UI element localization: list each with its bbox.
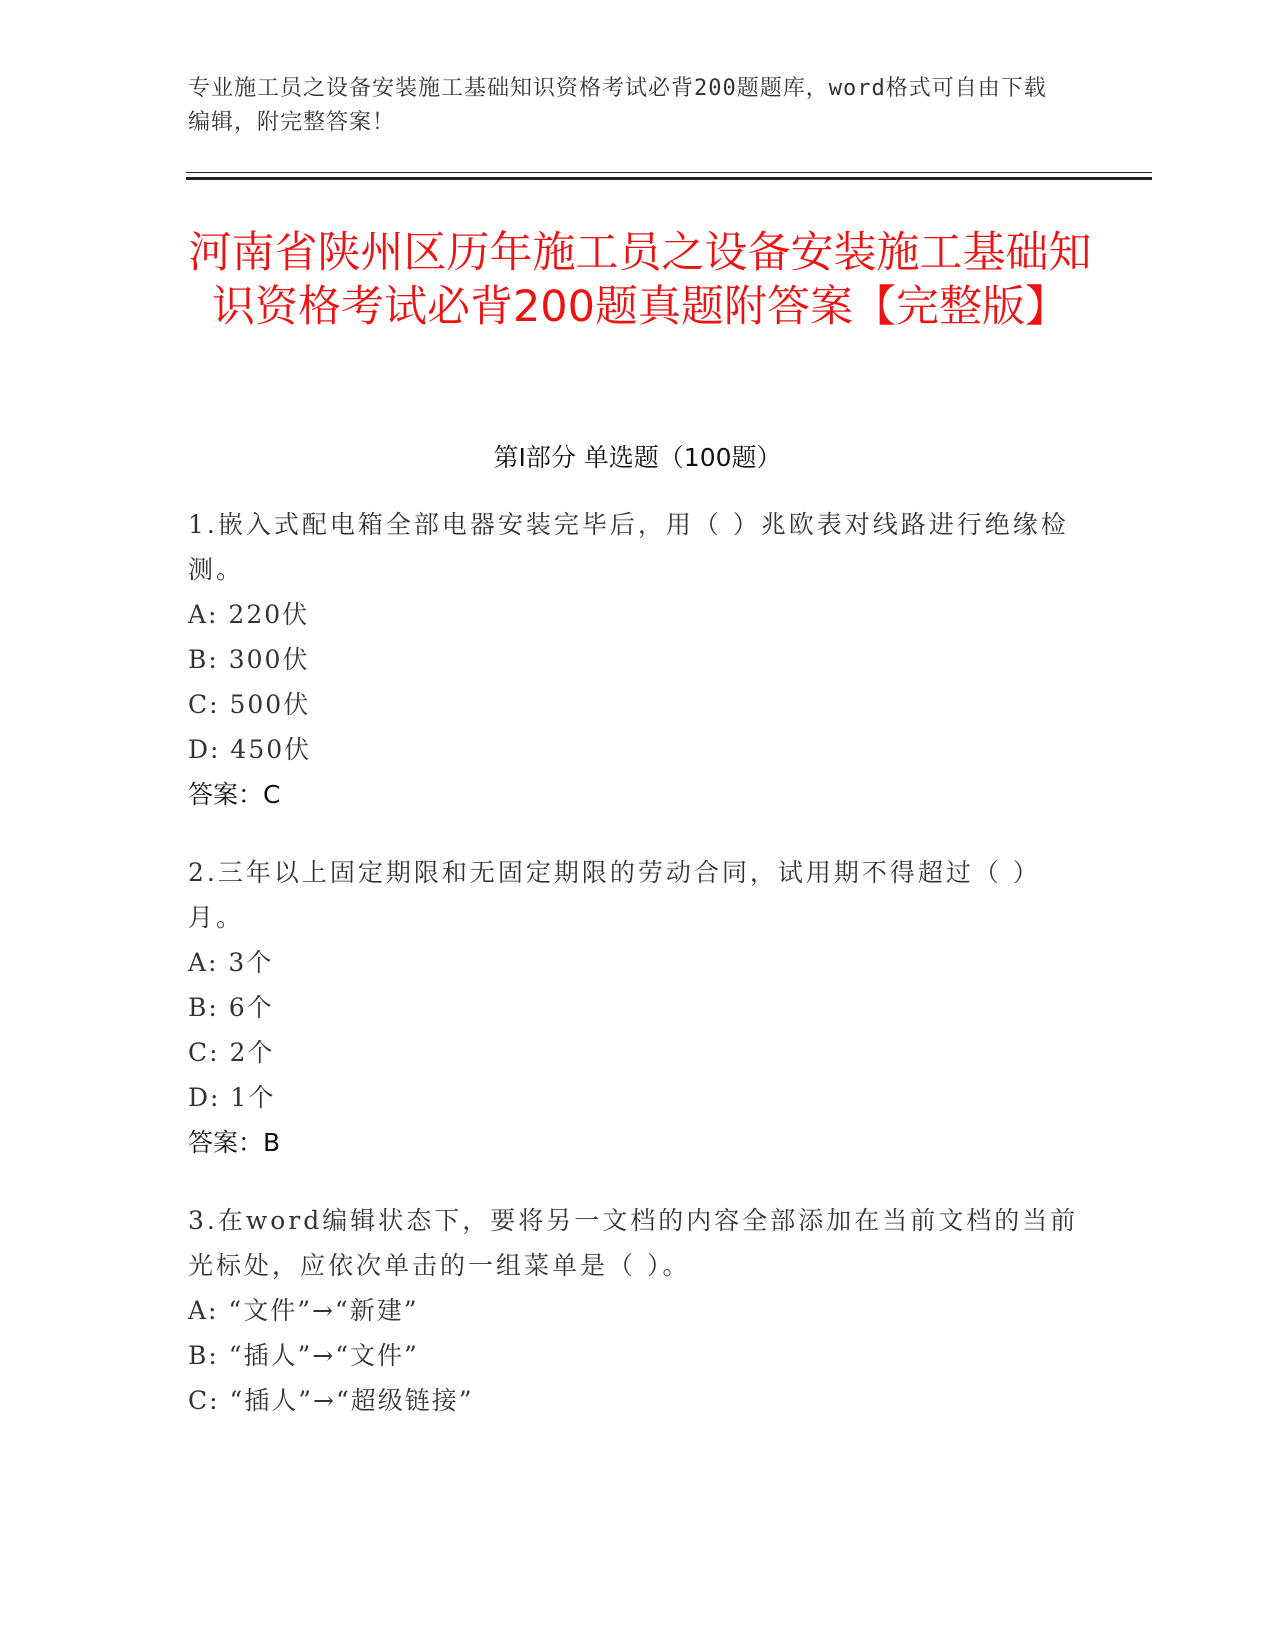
option-a: A: 220伏 (188, 600, 310, 629)
option-c: C: 500伏 (188, 690, 311, 719)
option-a: A: 3个 (188, 948, 274, 977)
question-stem: 2.三年以上固定期限和无固定期限的劳动合同，试用期不得超过（ ）月。 (188, 858, 1041, 932)
document-title: 河南省陕州区历年施工员之设备安装施工基础知识资格考试必背200题真题附答案【完整版】 (188, 228, 1092, 332)
question-stem: 1.嵌入式配电箱全部电器安装完毕后，用（ ）兆欧表对线路进行绝缘检测。 (188, 510, 1069, 584)
option-d: D: 450伏 (188, 735, 312, 764)
option-d: D: 1个 (188, 1083, 276, 1112)
question-2 (188, 850, 1088, 1166)
option-b: B: 300伏 (188, 645, 310, 674)
section-heading: 第Ⅰ部分 单选题（100题） (493, 443, 782, 472)
option-a: A: “文件”→“新建” (188, 1296, 419, 1325)
option-c: C: “插人”→“超级链接” (188, 1386, 474, 1415)
option-b: B: “插人”→“文件” (188, 1341, 419, 1370)
answer: 答案：C (188, 780, 281, 809)
option-c: C: 2个 (188, 1038, 275, 1067)
header-divider-bottom (186, 177, 1152, 180)
header-note: 专业施工员之设备安装施工基础知识资格考试必背200题题库，word格式可自由下载编辑，附完整答案！ (188, 76, 1047, 135)
header-divider-top (186, 172, 1152, 173)
option-b: B: 6个 (188, 993, 274, 1022)
question-1 (188, 502, 1088, 818)
question-3 (188, 1198, 1088, 1423)
question-stem: 3.在word编辑状态下，要将另一文档的内容全部添加在当前文档的当前光标处，应依次单击的一组菜单是（ ）。 (188, 1206, 1079, 1280)
answer: 答案：B (188, 1128, 281, 1157)
